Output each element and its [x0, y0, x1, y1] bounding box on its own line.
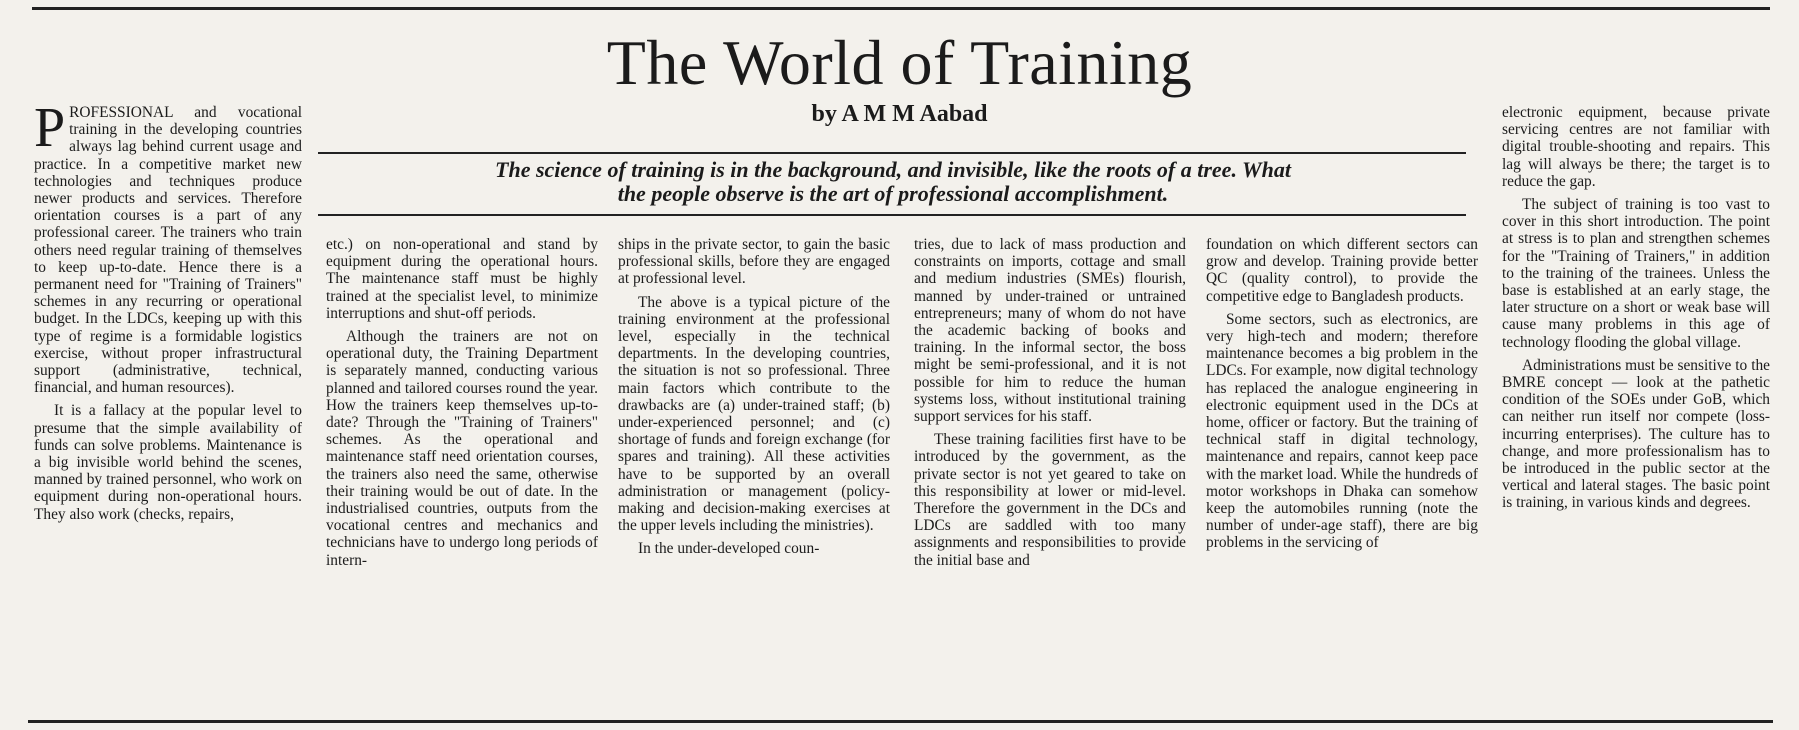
pull-quote — [328, 158, 1458, 206]
column-1-paragraph-1 — [34, 104, 302, 396]
column-3-paragraph-3: In the under-developed coun- — [638, 540, 820, 558]
pull-quote-line-1: The science of training is in the background, and invisible, like the roots of a tree. What — [495, 157, 1291, 182]
pull-quote-line-2: the people observe is the art of professional accomplishment. — [617, 181, 1169, 206]
column-2-paragraph-1: etc.) on non-operational and stand by equipment during the operational hours. The maintenance staff must be highly trained at the specialist level, to minimize interruptions and shut-off periods. — [326, 236, 598, 322]
column-6-paragraph-3: Administrations must be sensitive to the BMRE concept — look at the pathetic condition of the SOEs under GoB, which can neither run itself nor compete (loss-incurring enterprises). The culture has to change, and more professionalism has to be introduced in the public sector at the vertical and lateral stages. The basic point is training, in various kinds and degrees. — [1502, 356, 1770, 512]
pullquote-top-rule — [318, 152, 1466, 154]
article-column-1 — [34, 104, 302, 704]
article-column-5 — [1206, 236, 1478, 704]
drop-cap: P — [34, 104, 66, 159]
article-column-2 — [326, 236, 598, 704]
article-title: The World of Training — [606, 27, 1193, 98]
article-byline: by A M M Aabad — [811, 101, 988, 127]
top-rule — [32, 7, 1770, 10]
column-5-paragraph-2: Some sectors, such as electronics, are very high-tech and modern; therefore maintenance becomes a big problem in the LDCs. For example, now digital technology has replaced the analogue engineering in electronic equipment used in the DCs at home, officer or factory. But the training of technical staff in digital technology, maintenance and repairs, cannot keep pace with the market load. While the hundreds of motor workshops in Dhaka can somehow keep the automobiles running (note the number of under-age staff), there are big problems in the servicing of — [1206, 310, 1478, 552]
bottom-rule — [28, 720, 1773, 723]
article-column-3 — [618, 236, 890, 704]
column-5-paragraph-1: foundation on which different sectors can grow and develop. Training provide better QC (quality control), to provide the competitive edge to Bangladesh products. — [1206, 236, 1478, 305]
column-1-paragraph-1-text: ROFESSIONAL and vocational training in the developing countries always lag behind current usage and practice. In a competitive market new technologies and techniques produce newer products and services. Therefore orientation courses is a part of any professional career. The trainers who train others need regular training of themselves to keep up-to-date. Hence there is a permanent need for "Training of Trainers" schemes in any recurring or operational budget. In the LDCs, keeping up with this type of regime is a formidable logistics exercise, without proper infrastructural support (administrative, technical, financial, and human resources). — [34, 104, 302, 397]
column-6-paragraph-1: electronic equipment, because private servicing centres are not familiar with digital trouble-shooting and repairs. This lag will always be there; the target is to reduce the gap. — [1502, 104, 1770, 190]
column-2-paragraph-2: Although the trainers are not on operational duty, the Training Department is separately manned, conducting various planned and tailored courses round the year. How the trainers keep themselves up-to-date? Through the "Training of Trainers" schemes. As the operational and maintenance staff need orientation courses, the trainers also need the same, otherwise their training would be out of date. In the industrialised countries, outputs from the vocational centres and mechanics and technicians have to undergo long periods of intern- — [326, 328, 598, 569]
article-column-6 — [1502, 104, 1770, 704]
column-6-paragraph-2: The subject of training is too vast to cover in this short introduction. The point at stress is to plan and strengthen schemes for the "Training of Trainers," in addition to the training of the trainees. Unless the base is established at an early stage, the later structure on a short or weak base will cause many problems in this age of technology flooding the global village. — [1502, 196, 1770, 351]
column-4-paragraph-2: These training facilities first have to be introduced by the government, as the private sector is not yet geared to take on this responsibility at lower or mid-level. Therefore the government in the DCs and LDCs are saddled with too many assignments and responsibilities to provide the initial base and — [914, 431, 1186, 569]
pullquote-bottom-rule — [318, 214, 1466, 216]
article-column-4 — [914, 236, 1186, 704]
column-3-paragraph-2: The above is a typical picture of the training environment at the professional level, especially in the technical departments. In the developing countries, the situation is not so professional. Three main factors which contribute to the drawbacks are (a) under-trained staff; (b) under-experienced personnel; and (c) shortage of funds and foreign exchange (for spares and training). All these activities have to be supported by an overall administration or management (policy-making and decision-making exercises at the upper levels including the ministries). — [618, 293, 890, 535]
column-3-paragraph-1: ships in the private sector, to gain the basic professional skills, before they are engaged at professional level. — [618, 236, 890, 288]
column-1-paragraph-2: It is a fallacy at the popular level to presume that the simple availability of funds can solve problems. Maintenance is a big invisible world behind the scenes, manned by trained personnel, who work on equipment during non-operational hours. They also work (checks, repairs, — [34, 402, 302, 523]
column-4-paragraph-1: tries, due to lack of mass production and constraints on imports, cottage and small and medium industries (SMEs) flourish, manned by under-trained or untrained entrepreneurs; many of whom do not have the academic backing of books and training. In the informal sector, the boss might be semi-professional, and it is not possible for him to reduce the human systems loss, without institutional training support services for his staff. — [914, 236, 1186, 426]
